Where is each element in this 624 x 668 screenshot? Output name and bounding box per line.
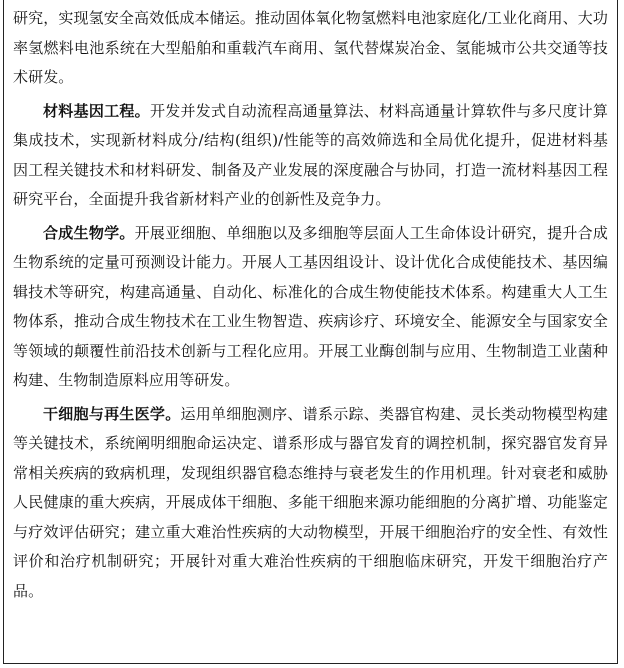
paragraph-text: 开展亚细胞、单细胞以及多细胞等层面人工生命体设计研究，提升合成生物系统的定量可预测设计能力。开展人工基因组设计、设计优化合成使能技术、基因编辑技术等研究，构建高通量、自动化、标准化的合成生物使能技术体系。构建重大人工生物体系，推动合成生物技术在工业生物智造、疾病诊疗、环境安全、能源安全与国家安全等领域的颠覆性前沿技术创新与工程化应用。开展工业酶创制与应用、生物制造工业菌种构建、生物制造原料应用等研发。 xyxy=(13,223,608,389)
paragraph-synthetic-biology xyxy=(13,219,608,396)
paragraph-materials-genome xyxy=(13,97,608,215)
paragraph-heading: 合成生物学。 xyxy=(43,223,135,242)
paragraph-text: 研究，实现氢安全高效低成本储运。推动固体氧化物氢燃料电池家庭化/工业化商用、大功率氢燃料电池系统在大型船舶和重载汽车商用、氢代替煤炭冶金、氢能城市公共交通等技术研发。 xyxy=(13,9,608,86)
paragraph-heading: 干细胞与再生医学。 xyxy=(43,404,181,423)
paragraph-stem-cell xyxy=(13,400,608,607)
text-box xyxy=(3,0,618,664)
paragraph-text: 开发并发式自动流程高通量算法、材料高通量计算软件与多尺度计算集成技术，实现新材料成分/结构(组织)/性能等的高效筛选和全局优化提升，促进材料基因工程关键技术和材料研发、制备及产业发展的深度融合与协同，打造一流材料基因工程研究平台，全面提升我省新材料产业的创新性及竞争力。 xyxy=(13,101,609,208)
paragraph-hydrogen xyxy=(13,4,608,93)
paragraph-heading: 材料基因工程。 xyxy=(43,101,150,120)
paragraph-text: 运用单细胞测序、谱系示踪、类器官构建、灵长类动物模型构建等关键技术，系统阐明细胞命运决定、谱系形成与器官发育的调控机制，探究器官发育异常相关疾病的致病机理，发现组织器官稳态维持与衰老发生的作用机理。针对衰老和威胁人民健康的重大疾病，开展成体干细胞、多能干细胞来源功能细胞的分离扩增、功能鉴定与疗效评估研究；建立重大难治性疾病的大动物模型，开展干细胞治疗的安全性、有效性评价和治疗机制研究；开展针对重大难治性疾病的干细胞临床研究，开发干细胞治疗产品。 xyxy=(13,404,608,600)
